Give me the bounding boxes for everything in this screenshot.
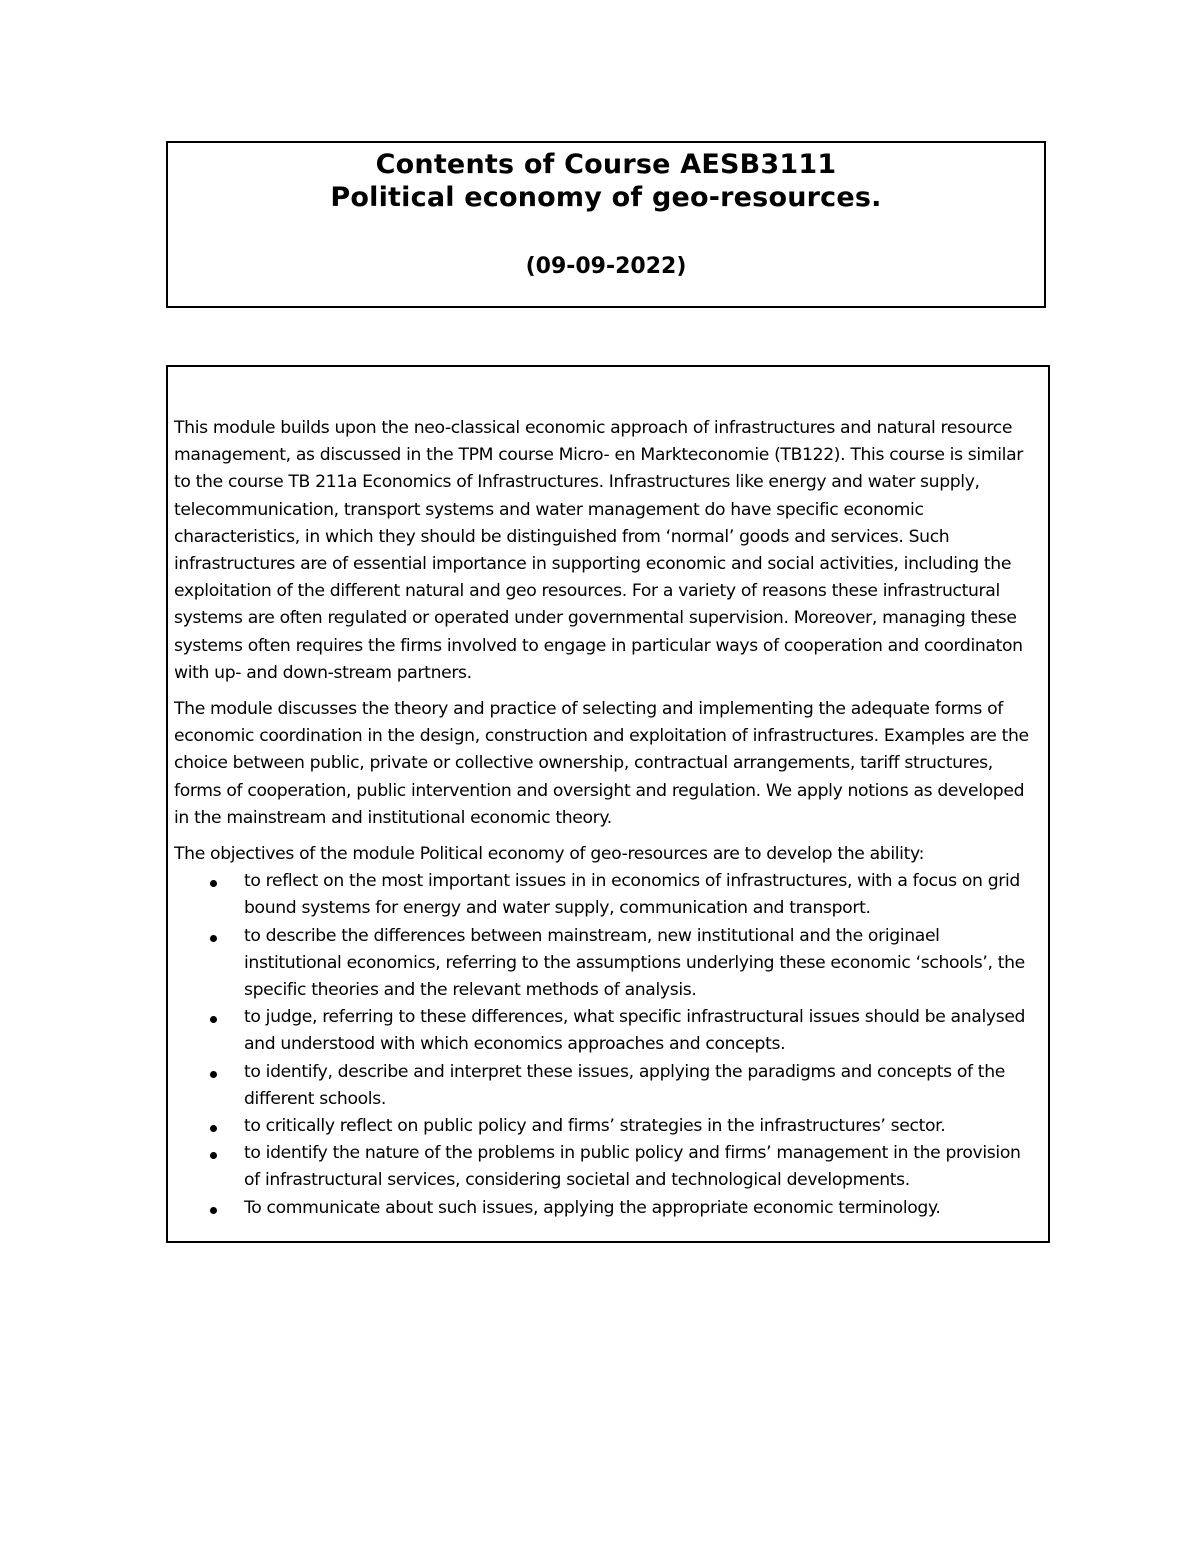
objective-item: [244, 1140, 1040, 1194]
document-date: (09-09-2022): [525, 254, 687, 279]
bullet-icon: [210, 1207, 217, 1214]
objectives-intro: The objectives of the module Political economy of geo-resources are to develop the ability:: [174, 844, 925, 865]
objective-text: to critically reflect on public policy and firms’ strategies in the infrastructures’ sector.: [244, 1116, 946, 1137]
objectives-list: [174, 868, 1040, 1222]
bullet-icon: [210, 1071, 217, 1078]
module-paragraph: The module discusses the theory and practice of selecting and implementing the adequate forms of economic coordination in the design, construction and exploitation of infrastructures. Examples are the choice between public, private or collective ownership, contractual arrangements, tariff structures, forms of cooperation, public intervention and oversight and regulation. We apply notions as developed in the mainstream and institutional economic theory.: [174, 699, 1029, 828]
objective-text: to identify, describe and interpret these issues, applying the paradigms and concepts of the different schools.: [244, 1061, 1005, 1109]
objective-item: [244, 923, 1040, 1005]
objective-item: [244, 1004, 1040, 1058]
objective-text: To communicate about such issues, applying the appropriate economic terminology.: [244, 1197, 941, 1218]
course-name-title: Political economy of geo-resources.: [330, 182, 882, 213]
objective-text: to identify the nature of the problems in public policy and firms’ management in the provision of infrastructural services, considering societal and technological developments.: [244, 1143, 1021, 1191]
bullet-icon: [210, 1016, 217, 1023]
objective-item: [244, 1195, 1040, 1222]
objective-text: to judge, referring to these differences, what specific infrastructural issues should be analysed and understood with which economics approaches and concepts.: [244, 1007, 1026, 1055]
bullet-icon: [210, 1125, 217, 1132]
course-code-title: Contents of Course AESB3111: [375, 149, 837, 180]
objective-item: [244, 1059, 1040, 1113]
bullet-icon: [210, 880, 217, 887]
objective-text: to describe the differences between mainstream, new institutional and the originael institutional economics, referring to the assumptions underlying these economic ‘schools’, the specific theories and the relevant methods of analysis.: [244, 925, 1025, 1001]
course-title-box: [166, 141, 1046, 308]
intro-paragraph: This module builds upon the neo-classical economic approach of infrastructures and natural resource management, as discussed in the TPM course Micro- en Markteconomie (TB122). This course is similar to the course TB 211a Economics of Infrastructures. Infrastructures like energy and water supply, telecommunication, transport systems and water management do have specific economic characteristics, in which they should be distinguished from ‘normal’ goods and services. Such infrastructures are of essential importance in supporting economic and social activities, including the exploitation of the different natural and geo resources. For a variety of reasons these infrastructural systems are often regulated or operated under governmental supervision. Moreover, managing these systems often requires the firms involved to engage in particular ways of cooperation and coordinaton with up- and down-stream partners.: [174, 418, 1023, 683]
objective-text: to reflect on the most important issues in in economics of infrastructures, with a focus on grid bound systems for energy and water supply, communication and transport.: [244, 871, 1020, 919]
objective-item: [244, 1113, 1040, 1140]
bullet-icon: [210, 1152, 217, 1159]
objective-item: [244, 868, 1040, 922]
course-description-box: [166, 365, 1050, 1243]
bullet-icon: [210, 935, 217, 942]
